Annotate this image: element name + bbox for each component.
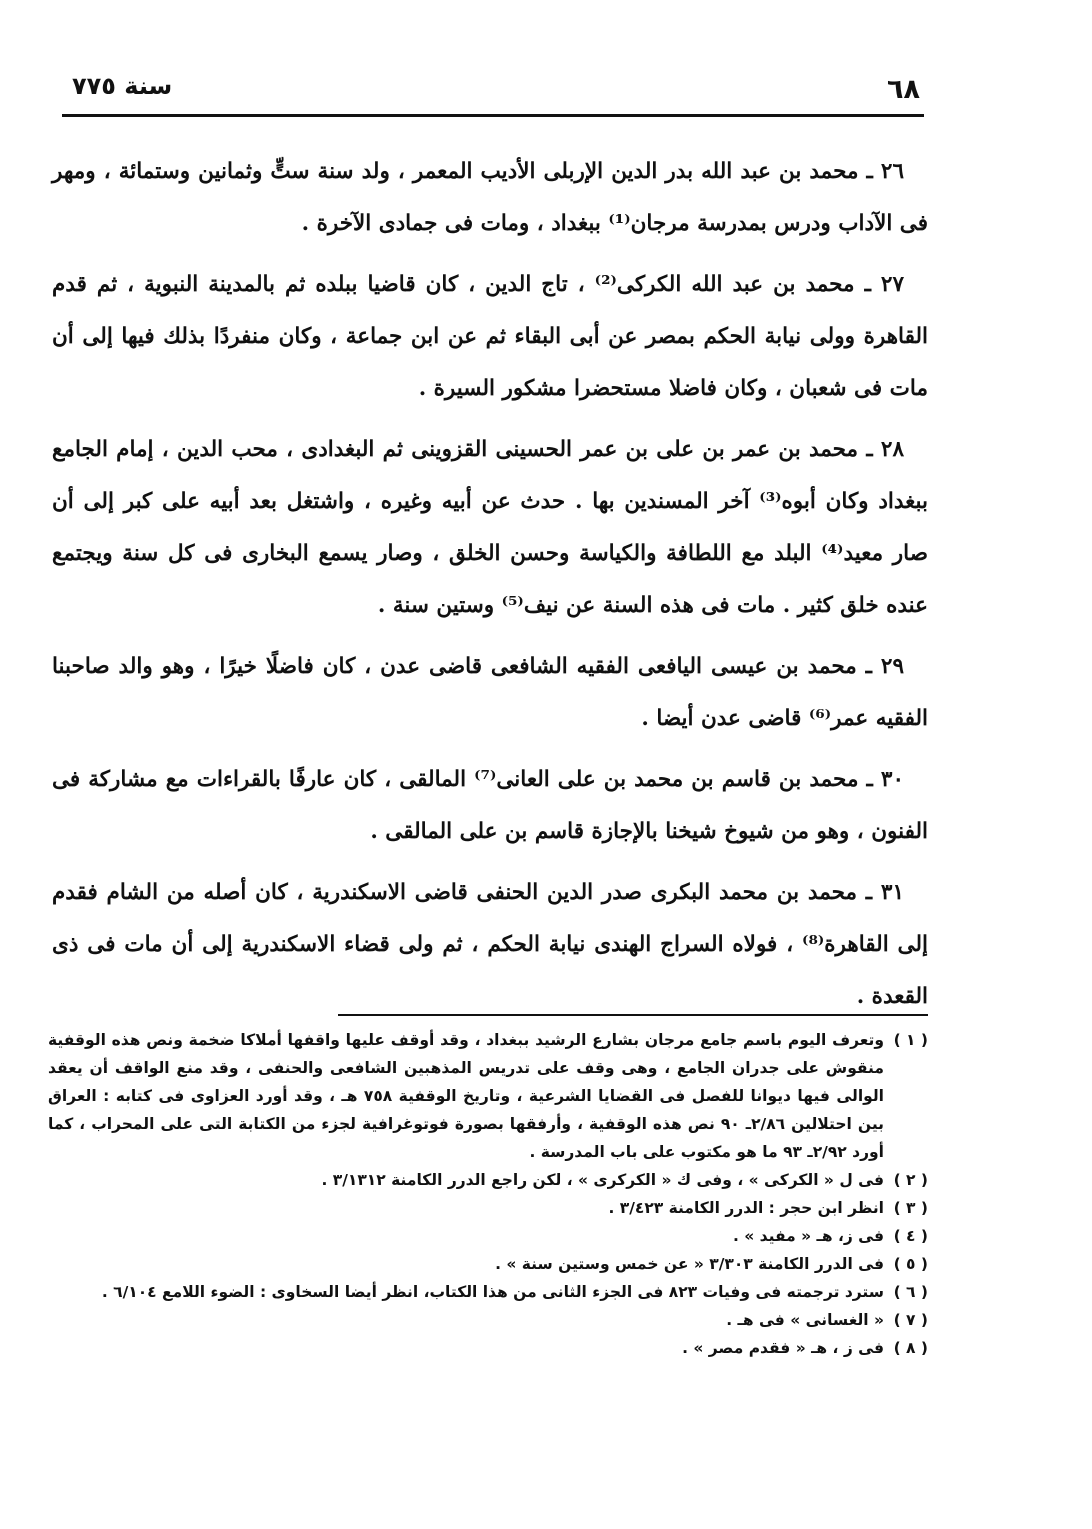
footnote-5 [48,1250,928,1278]
footnote-1 [48,1026,928,1166]
entry-28: ٢٨ ـ محمد بن عمر بن على بن عمر الحسينى القزوينى ثم البغدادى ، محب الدين ، إمام الجامع ببغداد وكان أبوه⁽³⁾ آخر المسندين بها . حدث عن أبيه وغيره ، واشتغل بعد أبيه على كبر إلى أن صار معيد⁽⁴⁾ البلد مع اللطافة والكياسة وحسن الخلق ، وصار يسمع البخارى فى كل سنة ويجتمع عنده خلق كثير . مات فى هذه السنة عن نيف⁽⁵⁾ وستين سنة . [52,437,928,618]
footnote-text: فى ز، هـ « مفيد » . [732,1227,884,1245]
footnote-text: سترد ترجمته فى وفيات ٨٢٣ فى الجزء الثانى من هذا الكتاب، انظر أيضا السخاوى : الضوء اللامع ٦/١٠٤ . [101,1283,884,1301]
entry-27: ٢٧ ـ محمد بن عبد الله الكركى⁽²⁾ ، تاج الدين ، كان قاضيا ببلده ثم بالمدينة النبوية ، ثم قدم القاهرة وولى نيابة الحكم بمصر عن أبى البقاء ثم عن ابن جماعة ، وكان منفردًا بذلك فيها إلى أن مات فى شعبان ، وكان فاضلا مستحضرا مشكور السيرة . [52,272,928,401]
footnote-text: وتعرف اليوم باسم جامع مرجان بشارع الرشيد ببغداد ، وقد أوقف عليها واقفها أملاكا ضخمة ونص هذه الوقفية منقوش على جدران الجامع ، وهى وقف على تدريس المذهبين الشافعى والحنفى ، وقد منع الواقف أن يعقد الوالى فيها ديوانا للفصل فى القضايا الشرعية ، وتاريخ الوقفية ٧٥٨ هـ ، وقد أورد العزاوى فى كتابه : العراق بين احتلالين ٢/٨٦ـ ٩٠ نص هذه الوقفية ، وأرفقها بصورة فوتوغرافية لجزء من الكتابة التى على المحراب ، كما أورد ٢/٩٢ـ ٩٣ ما هو مكتوب على باب المدرسة . [48,1031,884,1161]
entry-29: ٢٩ ـ محمد بن عيسى اليافعى الفقيه الشافعى قاضى عدن ، كان فاضلًا خيرًا ، وهو والد صاحبنا الفقيه عمر⁽⁶⁾ قاضى عدن أيضا . [52,654,928,731]
footnote-mark: ( ٨ ) [893,1339,928,1357]
year-label: سنة ٧٧٥ [72,72,173,100]
footnote-2 [48,1166,928,1194]
footnote-mark: ( ٦ ) [893,1283,928,1301]
entry-26: ٢٦ ـ محمد بن عبد الله بدر الدين الإربلى الأديب المعمر ، ولد سنة ستٍّ وثمانين وستمائة ، ومهر فى الآداب ودرس بمدرسة مرجان⁽¹⁾ ببغداد ، ومات فى جمادى الآخرة . [52,159,928,236]
footnote-mark: ( ٢ ) [893,1171,928,1189]
running-header [62,68,924,117]
footnote-mark: ( ٤ ) [893,1227,928,1245]
page-number: ٦٨ [887,74,920,105]
footnote-mark: ( ٥ ) [893,1255,928,1273]
footnote-4 [48,1222,928,1250]
footnote-text: انظر ابن حجر : الدرر الكامنة ٣/٤٢٣ . [608,1199,884,1217]
entry-31: ٣١ ـ محمد بن محمد البكرى صدر الدين الحنفى قاضى الاسكندرية ، كان أصله من الشام فقدم إلى القاهرة⁽⁸⁾ ، فولاه السراج الهندى نيابة الحكم ، ثم ولى قضاء الاسكندرية إلى أن مات فى ذى القعدة . [52,880,929,1009]
footnote-divider [338,1014,928,1016]
footnote-3 [48,1194,928,1222]
footnote-text: فى ل « الكركى » ، وفى ك « الكركرى » ، لكن راجع الدرر الكامنة ٣/١٣١٢ . [321,1171,884,1189]
footnote-7 [48,1306,928,1334]
footnote-text: « الغسانى » فى هـ . [726,1311,884,1329]
entry-30: ٣٠ ـ محمد بن قاسم بن محمد بن على العانى⁽⁷⁾ المالقى ، كان عارفًا بالقراءات مع مشاركة فى الفنون ، وهو من شيوخ شيخنا بالإجازة قاسم بن على المالقى . [52,767,928,844]
footnote-mark: ( ١ ) [893,1031,928,1049]
biography-entries [52,146,928,1032]
footnote-text: فى الدرر الكامنة ٣/٣٠٣ « عن خمس وستين سنة » . [495,1255,884,1273]
footnote-6 [48,1278,928,1306]
footnote-mark: ( ٣ ) [893,1199,928,1217]
footnote-8 [48,1334,928,1362]
footnote-text: فى ز ، هـ « فقدم مصر » . [682,1339,884,1357]
footnote-mark: ( ٧ ) [893,1311,928,1329]
footnotes [48,1026,928,1362]
